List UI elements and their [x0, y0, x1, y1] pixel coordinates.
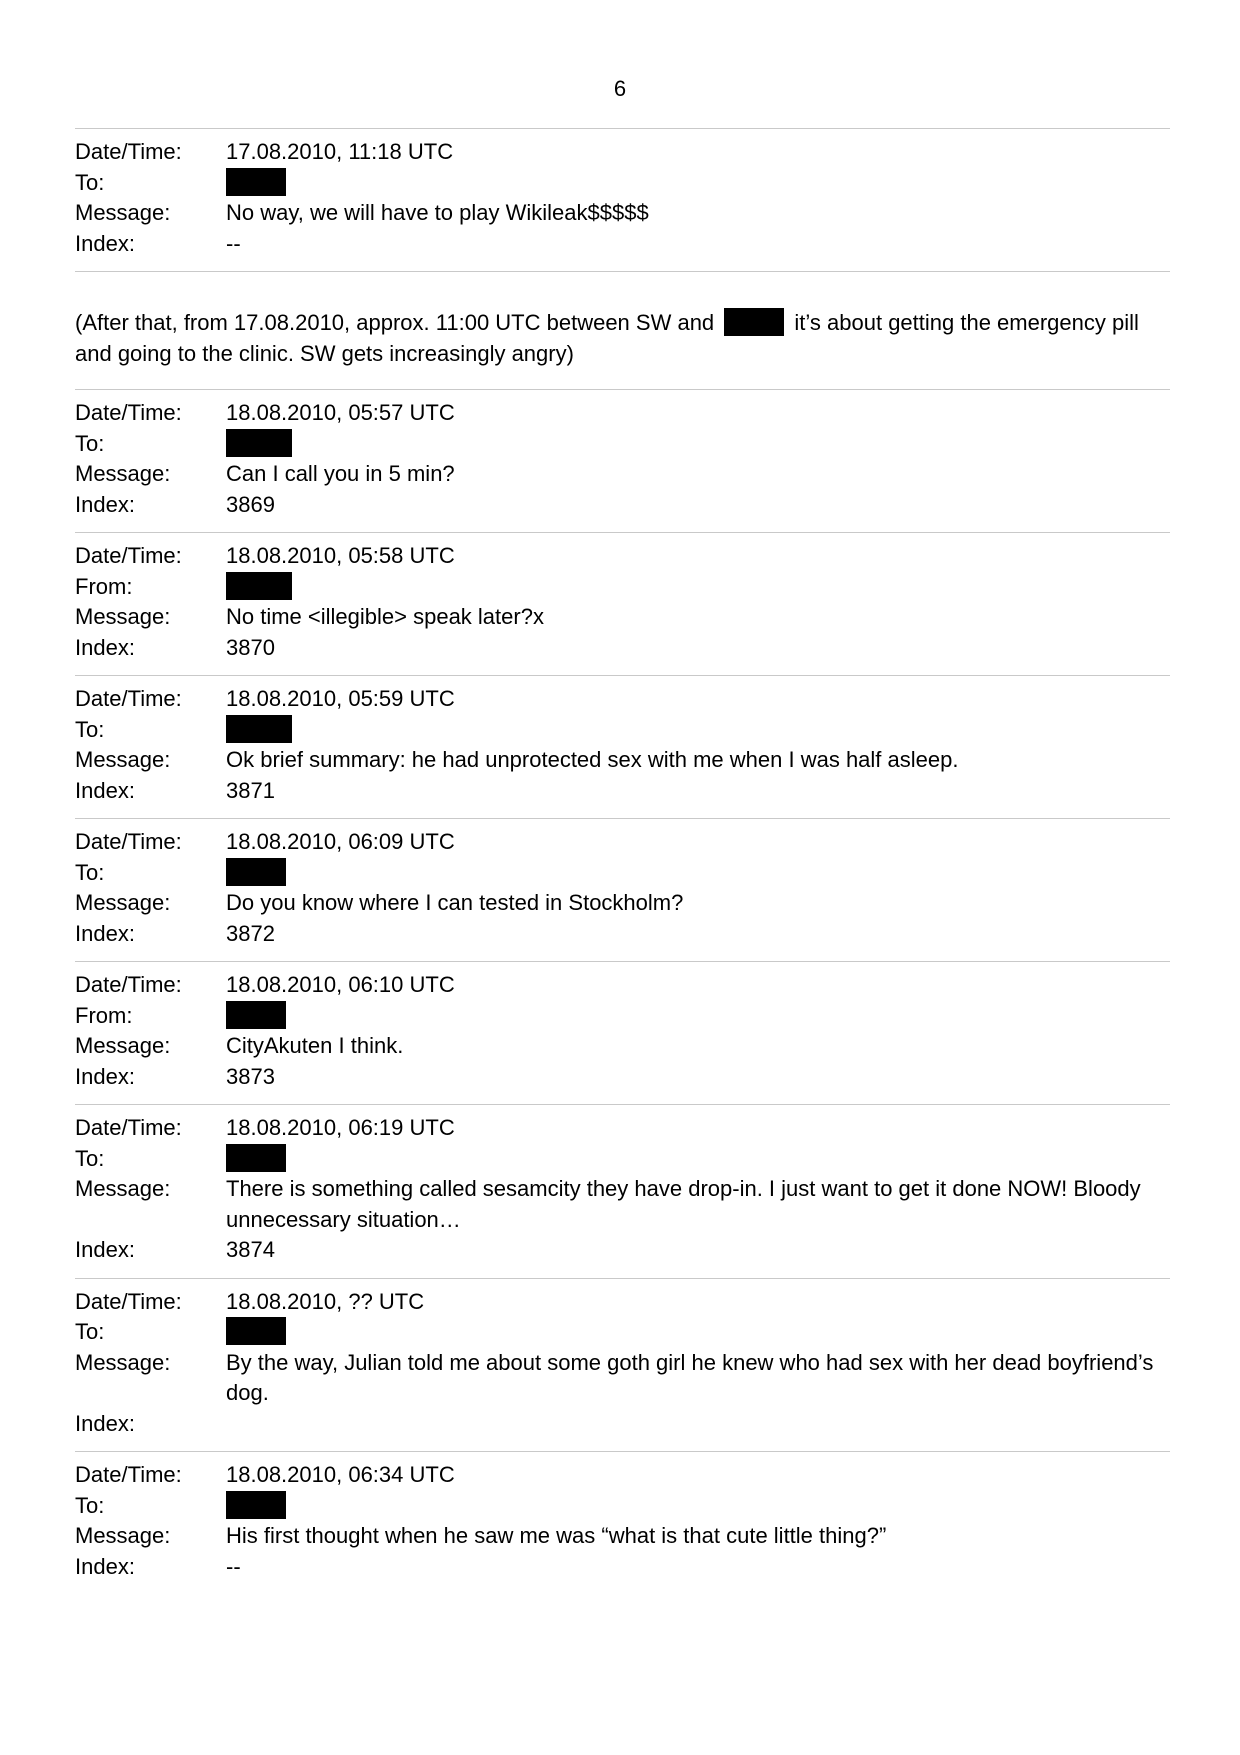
datetime-row	[75, 1113, 1170, 1144]
message-entry	[75, 962, 1170, 1104]
recipient-row	[75, 1317, 1170, 1348]
index-row	[75, 490, 1170, 521]
direction-label: To:	[75, 430, 105, 456]
message-text: No time <illegible> speak later?x	[226, 604, 544, 629]
redaction-box	[226, 1144, 286, 1172]
datetime-label: Date/Time:	[75, 1115, 182, 1140]
note-text-before: (After that, from 17.08.2010, approx. 11:00 UTC between SW and	[75, 310, 715, 335]
message-row	[75, 1031, 1170, 1062]
index-value: 3870	[226, 634, 275, 660]
page-number: 6	[613, 76, 627, 101]
message-row	[75, 1348, 1170, 1409]
message-text: No way, we will have to play Wikileak$$$$$	[226, 200, 649, 225]
redaction-box	[226, 858, 286, 886]
sender-row	[75, 1001, 1170, 1032]
index-label: Index:	[75, 777, 135, 803]
datetime-value: 18.08.2010, ?? UTC	[226, 1288, 425, 1314]
recipient-row	[75, 1491, 1170, 1522]
redaction-box	[226, 1317, 286, 1345]
message-entry	[75, 819, 1170, 961]
message-row	[75, 459, 1170, 490]
index-value: --	[226, 230, 241, 256]
datetime-row	[75, 970, 1170, 1001]
datetime-row	[75, 1460, 1170, 1491]
datetime-value: 18.08.2010, 06:19 UTC	[226, 1115, 455, 1140]
redaction-box	[724, 308, 784, 336]
note-text-after: it’s about getting the emergency pill and going to the clinic. SW gets increasingly angry)	[75, 310, 1139, 366]
direction-label: To:	[75, 169, 105, 195]
index-value: --	[226, 1553, 241, 1579]
index-row	[75, 1062, 1170, 1093]
message-row	[75, 745, 1170, 776]
datetime-label: Date/Time:	[75, 829, 182, 854]
message-row	[75, 198, 1170, 229]
datetime-value: 18.08.2010, 06:10 UTC	[226, 972, 455, 997]
message-label: Message:	[75, 1349, 171, 1375]
direction-label: To:	[75, 1145, 105, 1171]
index-value: 3871	[226, 777, 275, 803]
redaction-box	[226, 1491, 286, 1519]
sender-row	[75, 572, 1170, 603]
message-text: CityAkuten I think.	[226, 1033, 404, 1058]
index-row	[75, 919, 1170, 950]
direction-label: To:	[75, 859, 105, 885]
datetime-row	[75, 1287, 1170, 1318]
message-text: His first thought when he saw me was “what is that cute little thing?”	[226, 1523, 887, 1548]
index-row	[75, 633, 1170, 664]
message-text: Can I call you in 5 min?	[226, 461, 455, 486]
index-value: 3874	[226, 1237, 275, 1262]
index-label: Index:	[75, 491, 135, 517]
datetime-row	[75, 541, 1170, 572]
datetime-label: Date/Time:	[75, 400, 182, 425]
index-label: Index:	[75, 920, 135, 946]
message-text: By the way, Julian told me about some goth girl he knew who had sex with her dead boyfriend’s dog.	[226, 1349, 1160, 1405]
direction-label: From:	[75, 1002, 133, 1028]
redaction-box	[226, 715, 292, 743]
index-row	[75, 776, 1170, 807]
message-entry	[75, 1279, 1170, 1452]
index-label: Index:	[75, 1553, 135, 1579]
recipient-row	[75, 858, 1170, 889]
index-label: Index:	[75, 1237, 135, 1262]
redaction-box	[226, 572, 292, 600]
recipient-row	[75, 1144, 1170, 1175]
message-entry	[75, 129, 1170, 271]
message-log	[75, 128, 1170, 1594]
index-row	[75, 1235, 1170, 1266]
direction-label: To:	[75, 716, 105, 742]
datetime-value: 18.08.2010, 05:58 UTC	[226, 543, 455, 568]
message-entry	[75, 1105, 1170, 1278]
message-label: Message:	[75, 1523, 171, 1548]
datetime-label: Date/Time:	[75, 686, 182, 711]
datetime-value: 18.08.2010, 06:34 UTC	[226, 1462, 455, 1487]
message-label: Message:	[75, 461, 171, 486]
narrative-note	[75, 272, 1170, 389]
redaction-box	[226, 1001, 286, 1029]
direction-label: From:	[75, 573, 133, 599]
index-label: Index:	[75, 1410, 135, 1436]
message-label: Message:	[75, 747, 171, 772]
message-entry	[75, 533, 1170, 675]
message-row	[75, 602, 1170, 633]
message-row	[75, 1174, 1170, 1235]
datetime-row	[75, 684, 1170, 715]
message-entry	[75, 390, 1170, 532]
message-text: There is something called sesamcity they have drop-in. I just want to get it done NOW! Bloody unnecessary situation…	[226, 1176, 1147, 1232]
datetime-label: Date/Time:	[75, 543, 182, 568]
index-label: Index:	[75, 230, 135, 256]
index-value: 3872	[226, 920, 275, 946]
redaction-box	[226, 168, 286, 196]
datetime-value: 18.08.2010, 06:09 UTC	[226, 829, 455, 854]
index-label: Index:	[75, 634, 135, 660]
direction-label: To:	[75, 1492, 105, 1518]
message-label: Message:	[75, 1033, 171, 1058]
message-label: Message:	[75, 1176, 171, 1201]
recipient-row	[75, 715, 1170, 746]
datetime-row	[75, 827, 1170, 858]
index-value: 3873	[226, 1063, 275, 1089]
datetime-label: Date/Time:	[75, 1288, 182, 1314]
datetime-value: 17.08.2010, 11:18 UTC	[226, 139, 454, 164]
message-entry	[75, 676, 1170, 818]
datetime-label: Date/Time:	[75, 1462, 182, 1487]
message-row	[75, 888, 1170, 919]
message-text: Do you know where I can tested in Stockholm?	[226, 890, 684, 915]
datetime-label: Date/Time:	[75, 972, 182, 997]
index-row	[75, 1552, 1170, 1583]
message-label: Message:	[75, 604, 171, 629]
index-row	[75, 1409, 1170, 1440]
message-entry	[75, 1452, 1170, 1594]
recipient-row	[75, 429, 1170, 460]
message-label: Message:	[75, 890, 171, 915]
message-label: Message:	[75, 200, 171, 225]
datetime-label: Date/Time:	[75, 139, 182, 164]
direction-label: To:	[75, 1319, 105, 1344]
index-row	[75, 229, 1170, 260]
datetime-row	[75, 137, 1170, 168]
datetime-value: 18.08.2010, 05:57 UTC	[226, 400, 455, 425]
redaction-box	[226, 429, 292, 457]
datetime-row	[75, 398, 1170, 429]
index-value: 3869	[226, 491, 275, 517]
message-text: Ok brief summary: he had unprotected sex with me when I was half asleep.	[226, 747, 959, 772]
datetime-value: 18.08.2010, 05:59 UTC	[226, 686, 455, 711]
index-label: Index:	[75, 1063, 135, 1089]
message-row	[75, 1521, 1170, 1552]
recipient-row	[75, 168, 1170, 199]
